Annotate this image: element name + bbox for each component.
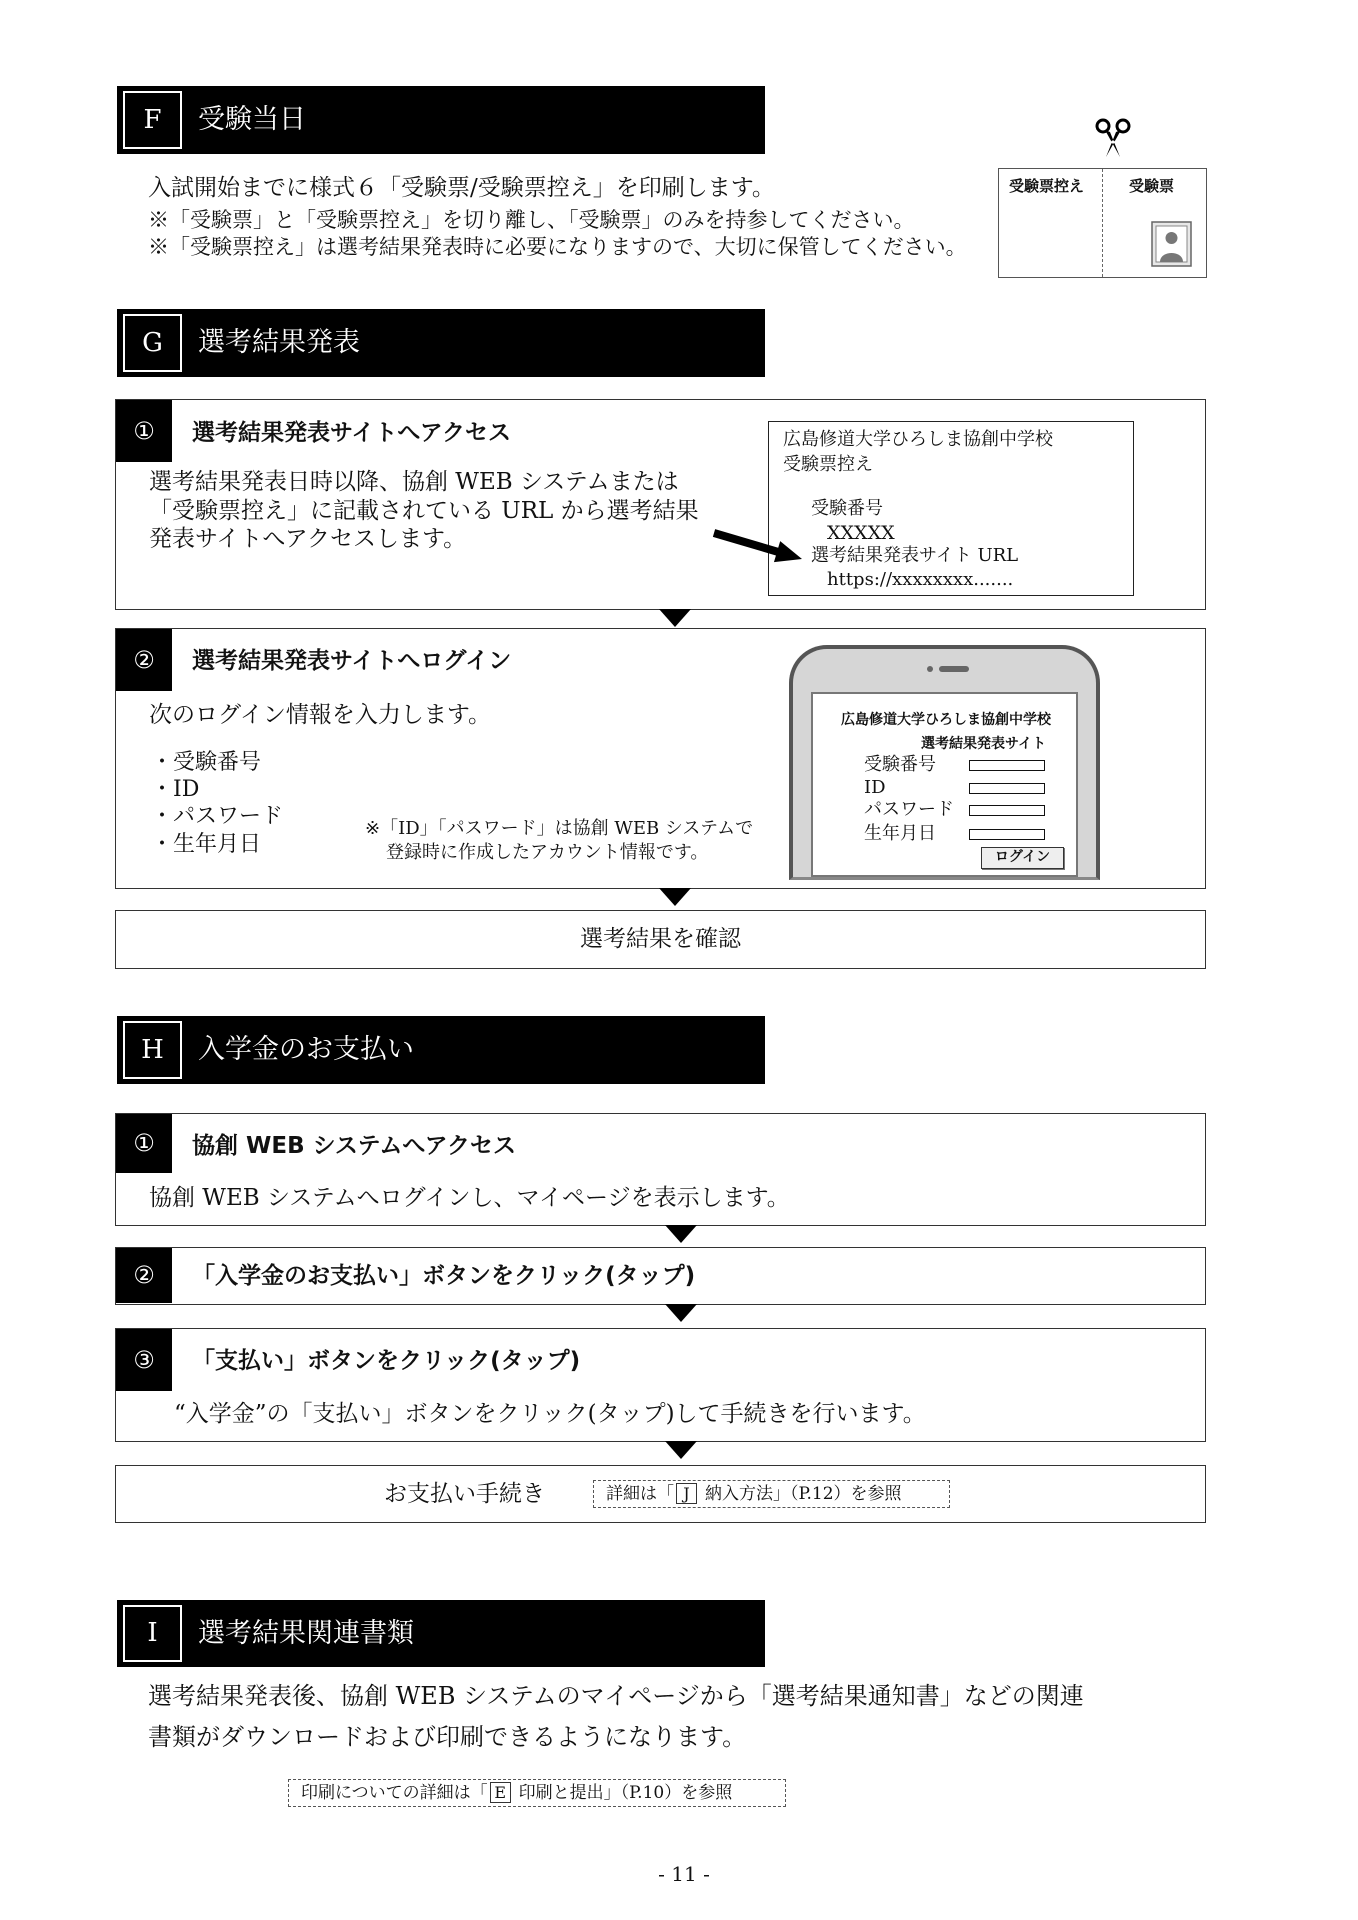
result-g-box (115, 910, 1206, 969)
screen-input-box (969, 829, 1045, 840)
screen-field-label: 生年月日 (864, 823, 936, 844)
reference-section-key: J (676, 1483, 697, 1504)
screen-input-box (969, 760, 1045, 771)
section-i-line-2: 書類がダウンロードおよび印刷できるようになります。 (148, 1723, 747, 1751)
reference-suffix: 納入方法」（P.12）を参照 (705, 1484, 902, 1504)
section-f-line-1: 入試開始までに様式６「受験票/受験票控え」を印刷します。 (148, 175, 775, 201)
section-h-letter: H (123, 1021, 182, 1079)
step-number-badge: ② (116, 629, 172, 691)
step-body-line-1: 選考結果発表日時以降、協創 WEB システムまたは (149, 469, 679, 495)
step-body: “入学金”の「支払い」ボタンをクリック(タップ)して手続きを行います。 (174, 1401, 926, 1427)
section-h-title: 入学金のお支払い (198, 1034, 414, 1065)
person-photo-icon (1151, 221, 1192, 267)
reference-suffix: 印刷と提出」（P.10）を参照 (518, 1783, 733, 1803)
reference-prefix: 印刷についての詳細は「 (301, 1783, 488, 1803)
phone-camera-dot (927, 666, 933, 672)
step-number-badge: ① (116, 400, 172, 462)
section-i-letter: I (123, 1605, 182, 1662)
section-f-line-3: ※「受験票控え」は選考結果発表時に必要になりますので、大切に保管してください。 (148, 235, 967, 259)
flow-arrow-down (665, 1441, 697, 1459)
flow-arrow-down (659, 609, 691, 627)
sample-url-value: https://xxxxxxxx....... (827, 569, 1014, 590)
screen-login-button: ログイン (981, 847, 1064, 869)
step-g2-box (115, 628, 1206, 889)
ticket-stub-label: 受験票控え (1009, 177, 1085, 195)
phone-screen (811, 692, 1078, 877)
cut-line (1102, 169, 1103, 277)
section-g-header (117, 309, 765, 377)
screen-field-label: パスワード (864, 799, 954, 820)
flow-arrow-down (659, 888, 691, 906)
smartphone-illustration (789, 645, 1100, 880)
step-body-line-3: 発表サイトへアクセスします。 (149, 526, 467, 552)
payment-reference-note (593, 1480, 950, 1508)
step-title: 「入学金のお支払い」ボタンをクリック(タップ) (192, 1263, 696, 1289)
step-h2-box (115, 1247, 1206, 1305)
step-intro: 次のログイン情報を入力します。 (149, 702, 492, 728)
section-f-header (117, 86, 765, 154)
step-title: 「支払い」ボタンをクリック(タップ) (192, 1348, 581, 1374)
step-body: 協創 WEB システムへログインし、マイページを表示します。 (149, 1185, 790, 1211)
reference-section-key: E (490, 1782, 511, 1803)
step-g1-box (115, 399, 1206, 610)
step-title: 選考結果発表サイトへアクセス (192, 420, 512, 446)
reference-prefix: 詳細は「 (606, 1484, 674, 1504)
screen-field-label: 受験番号 (864, 754, 936, 775)
screen-site-name: 選考結果発表サイト (921, 736, 1047, 752)
print-reference-note (288, 1779, 786, 1807)
login-note-line-1: ※「ID」「パスワード」は協創 WEB システムで (365, 818, 754, 839)
sample-school-name: 広島修道大学ひろしま協創中学校 (783, 429, 1053, 450)
section-f-line-2: ※「受験票」と「受験票控え」を切り離し、「受験票」のみを持参してください。 (148, 208, 915, 232)
phone-speaker (939, 666, 969, 672)
sample-url-label: 選考結果発表サイト URL (811, 545, 1019, 566)
step-h3-box (115, 1328, 1206, 1442)
section-g-title: 選考結果発表 (198, 327, 360, 358)
scissors-icon (1092, 116, 1134, 160)
exam-ticket-illustration (998, 168, 1207, 278)
ticket-label: 受験票 (1129, 177, 1175, 195)
step-title: 協創 WEB システムへアクセス (192, 1133, 516, 1159)
step-number-badge: ① (116, 1114, 172, 1173)
page-number: - 11 - (658, 1862, 710, 1886)
login-item-id: ・ID (151, 777, 200, 802)
section-i-title: 選考結果関連書類 (198, 1618, 414, 1649)
result-h-text: お支払い手続き (384, 1481, 545, 1507)
login-item-password: ・パスワード (151, 804, 284, 829)
sample-ticket-stub (768, 421, 1134, 596)
step-title: 選考結果発表サイトへログイン (192, 648, 512, 674)
login-item-exam-number: ・受験番号 (151, 750, 262, 775)
screen-input-box (969, 805, 1045, 816)
login-item-birthdate: ・生年月日 (151, 832, 262, 857)
step-h1-box (115, 1113, 1206, 1226)
section-g-letter: G (123, 314, 182, 372)
section-f-letter: F (123, 91, 182, 149)
flow-arrow-down (665, 1225, 697, 1243)
screen-school-name: 広島修道大学ひろしま協創中学校 (841, 712, 1051, 728)
step-number-badge: ③ (116, 1329, 172, 1391)
flow-arrow-down (665, 1304, 697, 1322)
sample-document-name: 受験票控え (783, 454, 873, 475)
login-note-line-2: 登録時に作成したアカウント情報です。 (386, 842, 709, 863)
step-body-line-2: 「受験票控え」に記載されている URL から選考結果 (149, 498, 699, 524)
step-number-badge: ② (116, 1248, 172, 1303)
section-f-title: 受験当日 (198, 104, 306, 135)
section-i-header (117, 1600, 765, 1667)
arrow-right-icon (706, 518, 816, 578)
screen-field-label: ID (864, 777, 886, 798)
result-g-text: 選考結果を確認 (580, 926, 741, 952)
section-i-line-1: 選考結果発表後、協創 WEB システムのマイページから「選考結果通知書」などの関連 (148, 1682, 1084, 1710)
screen-input-box (969, 783, 1045, 794)
sample-number-label: 受験番号 (811, 498, 883, 519)
sample-number-value: XXXXX (827, 522, 895, 544)
section-h-header (117, 1016, 765, 1084)
result-h-box (115, 1465, 1206, 1523)
